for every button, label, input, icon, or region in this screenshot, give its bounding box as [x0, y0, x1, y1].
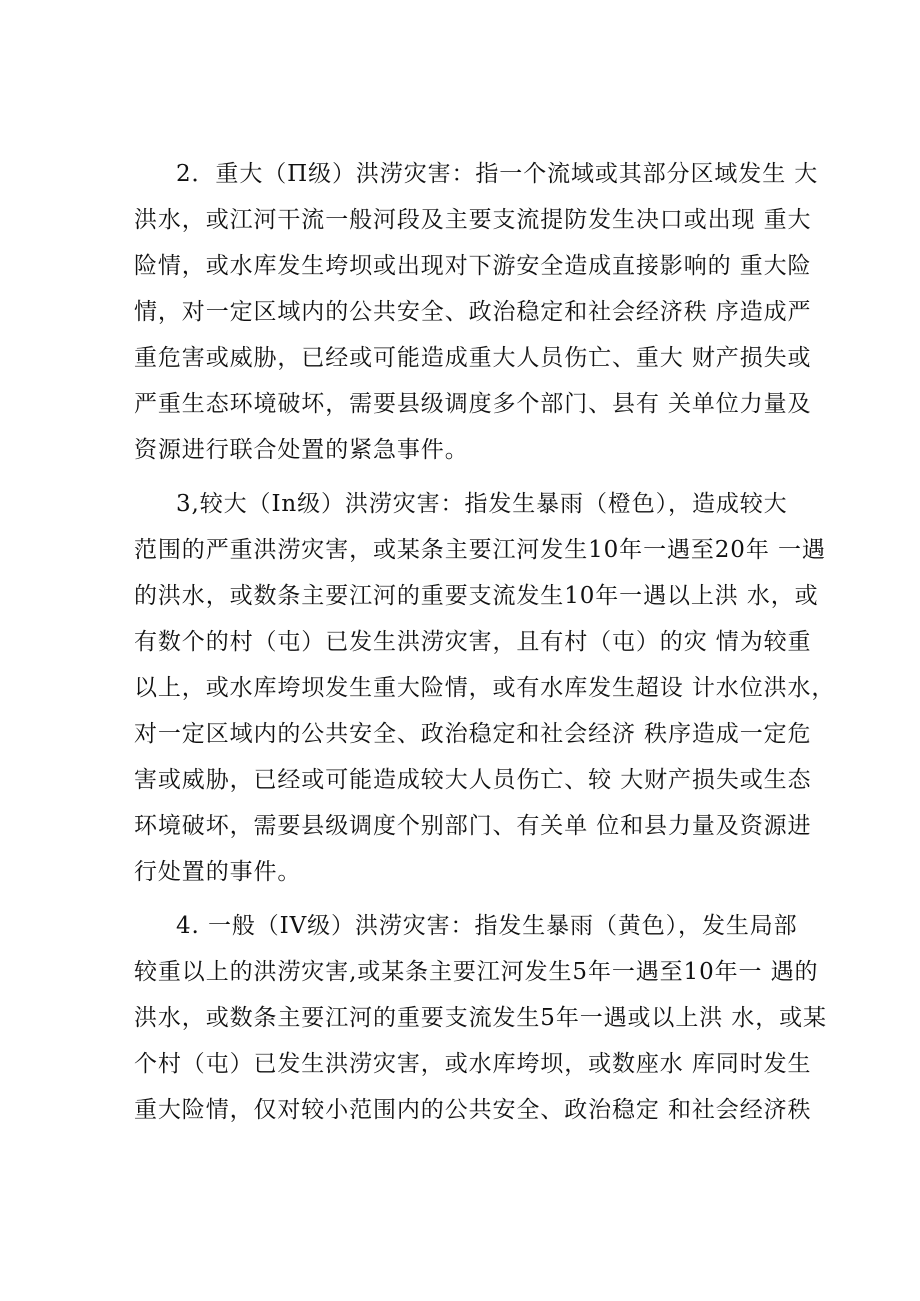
text-line: 害或威胁，已经或可能造成较大人员伤亡、较 大财产损失或生态	[134, 767, 812, 793]
paragraph-level-iv	[134, 903, 827, 1133]
text-line: 2．重大（П级）洪涝灾害：指一个流域或其部分区域发生 大	[176, 161, 819, 187]
text-line: 情，对一定区域内的公共安全、政治稳定和社会经济秩 序造成严	[134, 299, 812, 325]
text-line: 行处置的事件。	[134, 859, 302, 885]
text-line: 4. 一般（IV级）洪涝灾害：指发生暴雨（黄色），发生局部	[176, 913, 798, 939]
paragraph-level-iii	[134, 481, 836, 895]
text-line: 洪水，或数条主要江河的重要支流发生5年一遇或以上洪 水，或某	[134, 1005, 827, 1031]
text-line: 3,较大（In级）洪涝灾害：指发生暴雨（橙色），造成较大	[176, 491, 788, 517]
text-line: 重大险情，仅对较小范围内的公共安全、政治稳定 和社会经济秩	[134, 1097, 812, 1123]
text-line: 范围的严重洪涝灾害，或某条主要江河发生10年一遇至20年 一遇	[134, 537, 826, 563]
text-line: 洪水，或江河干流一般河段及主要支流提防发生决口或出现 重大	[134, 207, 812, 233]
text-line: 资源进行联合处置的紧急事件。	[134, 437, 469, 463]
text-line: 的洪水，或数条主要江河的重要支流发生10年一遇以上洪 水，或	[134, 583, 819, 609]
text-line: 以上，或水库垮坝发生重大险情，或有水库发生超设 计水位洪水，	[134, 675, 836, 701]
text-line: 个村（屯）已发生洪涝灾害，或水库垮坝，或数座水 库同时发生	[134, 1051, 812, 1077]
text-line: 严重生态环境破坏，需要县级调度多个部门、县有 关单位力量及	[134, 391, 812, 417]
text-line: 较重以上的洪涝灾害,或某条主要江河发生5年一遇至10年一 遇的	[134, 959, 819, 985]
text-line: 险情，或水库发生垮坝或出现对下游安全造成直接影响的 重大险	[134, 253, 812, 279]
text-line: 对一定区域内的公共安全、政治稳定和社会经济 秩序造成一定危	[134, 721, 812, 747]
text-line: 重危害或威胁，已经或可能造成重大人员伤亡、重大 财产损失或	[134, 345, 812, 371]
paragraph-level-ii	[134, 151, 819, 473]
text-line: 环境破坏，需要县级调度个别部门、有关单 位和县力量及资源进	[134, 813, 812, 839]
text-line: 有数个的村（屯）已发生洪涝灾害，且有村（屯）的灾 情为较重	[134, 629, 812, 655]
